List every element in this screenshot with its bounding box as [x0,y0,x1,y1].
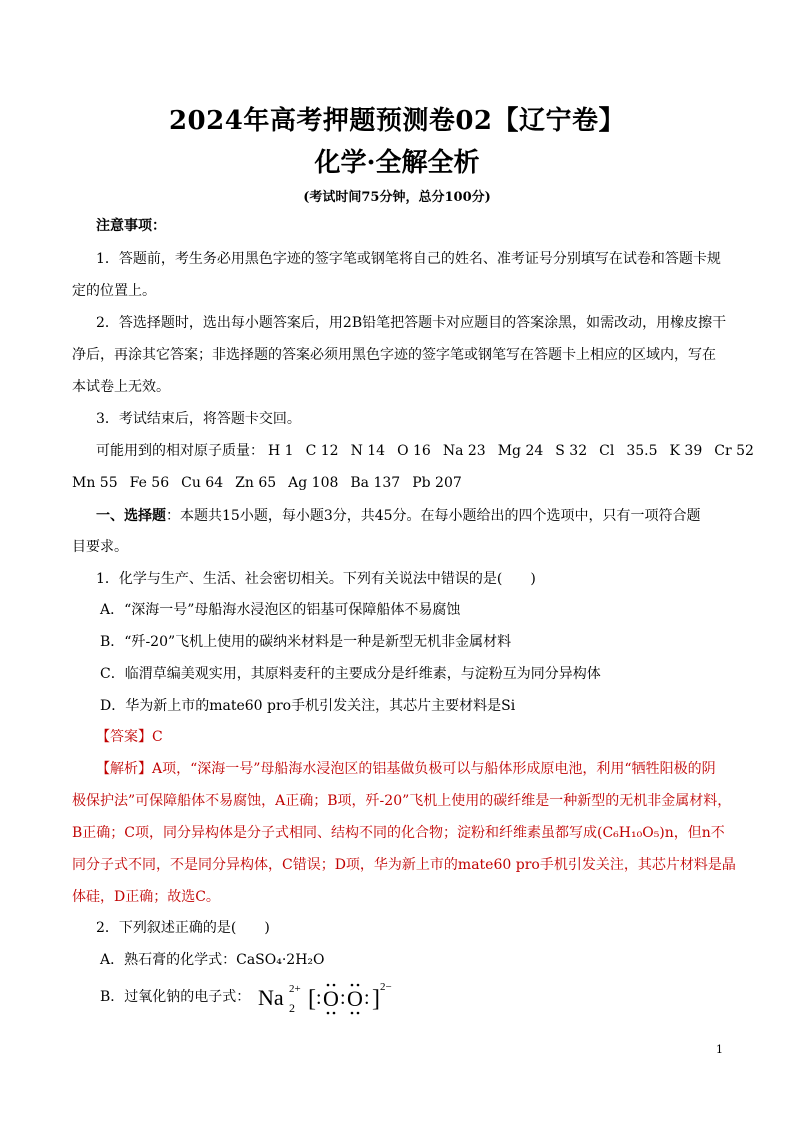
question-1-analysis-line-3: B正确；C项，同分异构体是分子式相同、结构不同的化合物；淀粉和纤维素虽都写成(C₆H₁₀O₅)n，但n不 [72,825,725,841]
notice-item-3: 3．考试结束后，将答题卡交回。 [96,411,301,427]
section-1-heading: 一、选择题 [96,508,166,524]
notice-item-2-line-2: 净后，再涂其它答案；非选择题的答案必须用黑色字迹的签字笔或钢笔写在答题卡上相应的区域内，写在 [72,347,716,363]
section-1-intro-line-1: 一、选择题：本题共15小题，每小题3分，共45分。在每小题给出的四个选项中，只有一项符合题 [96,508,701,524]
formula-left-bracket: [ [308,986,316,1012]
formula-na-charge: 2+ [289,983,301,995]
exam-info: (考试时间75分钟，总分100分) [303,190,491,205]
sodium-peroxide-electron-formula [258,978,408,1018]
notice-item-2-line-3: 本试卷上无效。 [72,379,170,395]
title-line-1: 2024年高考押题预测卷02【辽宁卷】 [168,106,626,136]
atomic-mass-line-1: 可能用到的相对原子质量： H 1 C 12 N 14 O 16 Na 23 Mg 24 S 32 Cl 35.5 K 39 Cr 52 [96,443,754,459]
question-2-option-b-label: B．过氧化钠的电子式： [100,989,251,1005]
atomic-mass-label: 可能用到的相对原子质量： [96,443,264,459]
question-1-option-c: C．临渭草编美观实用，其原料麦秆的主要成分是纤维素，与淀粉互为同分异构体 [100,666,601,682]
page-number: 1 [716,1043,723,1056]
question-1-analysis-line-2: 极保护法”可保障船体不易腐蚀，A正确；B项，歼-20”飞机上使用的碳纤维是一种新型的无机非金属材料， [72,793,732,809]
question-1-option-d: D．华为新上市的mate60 pro手机引发关注，其芯片主要材料是Si [100,698,516,714]
formula-colon-middle: : [340,987,346,1009]
question-1-analysis-line-1: 【解析】A项，“深海一号”母船海水浸泡区的铝基做负极可以与船体形成原电池，利用“牺牲阳极的阴 [96,761,716,777]
notice-item-1-line-2: 定的位置上。 [72,283,156,299]
question-1-stem: 1．化学与生产、生活、社会密切相关。下列有关说法中错误的是( ) [96,571,536,587]
formula-right-bracket: ] [372,986,380,1012]
formula-peroxide-charge: 2− [380,981,392,993]
title-line-2: 化学·全解全析 [314,148,480,178]
question-1-option-a: A．“深海一号”母船海水浸泡区的铝基可保障船体不易腐蚀 [100,602,461,618]
question-1-answer: 【答案】C [96,729,163,745]
question-1-analysis-line-4: 同分子式不同，不是同分异构体，C错误；D项，华为新上市的mate60 pro手机引发关注，其芯片材料是晶 [72,857,736,873]
question-1-option-b: B．“歼-20”飞机上使用的碳纳米材料是一种是新型无机非金属材料 [100,634,512,650]
question-2-option-a: A．熟石膏的化学式：CaSO₄·2H₂O [100,952,325,968]
formula-na: Na [258,985,284,1010]
question-2-stem: 2．下列叙述正确的是( ) [96,920,270,936]
atomic-mass-line-2: Mn 55 Fe 56 Cu 64 Zn 65 Ag 108 Ba 137 Pb 207 [72,475,462,491]
question-1-analysis-line-5: 体硅，D正确；故选C。 [72,889,220,905]
formula-oxygen-2: O [347,986,363,1011]
notice-item-2-line-1: 2．答选择题时，选出每小题答案后，用2B铅笔把答题卡对应题目的答案涂黑，如需改动，用橡皮擦干 [96,315,727,331]
section-1-intro-line-2: 目要求。 [72,539,128,555]
formula-colon-right: : [364,987,370,1009]
formula-oxygen-1: O [323,986,339,1011]
notice-heading: 注意事项： [96,218,166,234]
formula-colon-left: : [316,987,322,1009]
notice-item-1-line-1: 1．答题前，考生务必用黑色字迹的签字笔或钢笔将自己的姓名、准考证号分别填写在试卷和答题卡规 [96,251,721,267]
formula-na-subscript: 2 [289,1001,295,1015]
